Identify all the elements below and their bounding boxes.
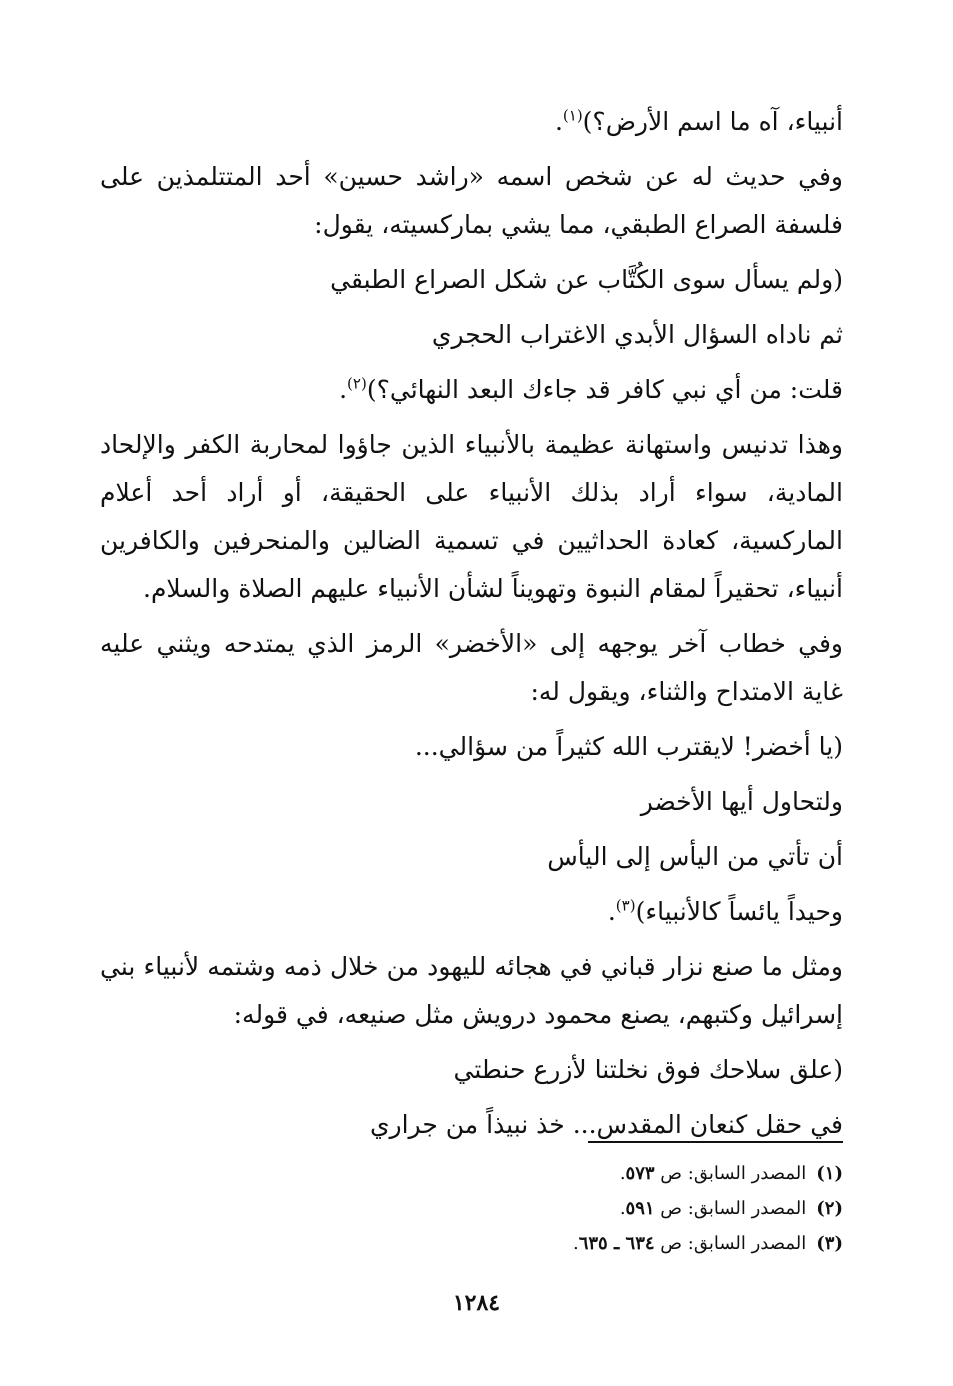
- verse-line: [100, 366, 843, 414]
- page-number: ١٢٨٤: [452, 1290, 501, 1316]
- paragraph-text: وفي حديث له عن شخص اسمه «راشد حسين» أحد المتتلمذين على فلسفة الصراع الطبقي، مما يشي بماركسيته، يقول:: [100, 162, 843, 239]
- verse-text: قلت: من أي نبي كافر قد جاءك البعد النهائي؟): [366, 375, 843, 404]
- verse-tail: .: [339, 375, 348, 404]
- footnote-text: المصدر السابق: ص: [660, 1198, 807, 1219]
- verse-line: [100, 256, 843, 304]
- paragraph: [100, 153, 843, 249]
- body-text: [100, 98, 843, 1149]
- verse-text: (ولم يسأل سوى الكُتَّاب عن شكل الصراع الطبقي: [330, 265, 843, 294]
- footnote: [100, 1226, 843, 1261]
- verse-text: في حقل كنعان المقدس... خذ نبيذاً من جراري: [369, 1110, 843, 1139]
- footnote-number: (٢): [816, 1198, 843, 1219]
- footnote-page: ٦٣٤ ـ ٦٣٥: [578, 1233, 655, 1254]
- footnote-divider: [588, 1141, 843, 1143]
- verse-text: (علق سلاحك فوق نخلتنا لأزرع حنطتي: [453, 1055, 843, 1084]
- footnote-text: المصدر السابق: ص: [660, 1233, 807, 1254]
- paragraph-tail: .: [554, 107, 563, 136]
- verse-line: [100, 778, 843, 826]
- footnote-reference: (٣): [615, 896, 636, 915]
- footnote-number: (٣): [816, 1233, 843, 1254]
- verse-text: ولتحاول أيها الأخضر: [640, 787, 843, 816]
- footnote-page: ٥٩١: [625, 1198, 655, 1219]
- verse-line: [100, 888, 843, 936]
- footnotes: [100, 1156, 843, 1261]
- verse-line: [100, 1046, 843, 1094]
- verse-text: ثم ناداه السؤال الأبدي الاغتراب الحجري: [431, 320, 843, 349]
- footnote-end: .: [572, 1233, 579, 1254]
- verse-text: وحيداً يائساً كالأنبياء): [635, 897, 843, 926]
- verse-line: [100, 723, 843, 771]
- footnote-text: المصدر السابق: ص: [660, 1163, 807, 1184]
- verse-text: (يا أخضر! لايقترب الله كثيراً من سؤالي...: [414, 732, 843, 761]
- footnote: [100, 1191, 843, 1226]
- paragraph: [100, 421, 843, 613]
- footnote-page: ٥٧٣: [625, 1163, 655, 1184]
- footnote-end: .: [619, 1198, 626, 1219]
- paragraph: [100, 620, 843, 716]
- verse-line: [100, 311, 843, 359]
- paragraph: [100, 943, 843, 1039]
- paragraph-text: وفي خطاب آخر يوجهه إلى «الأخضر» الرمز الذي يمتدحه ويثني عليه غاية الامتداح والثناء، ويقول له:: [100, 629, 843, 706]
- verse-tail: .: [607, 897, 616, 926]
- paragraph-continuation: [100, 98, 843, 146]
- paragraph-text: وهذا تدنيس واستهانة عظيمة بالأنبياء الذين جاؤوا لمحاربة الكفر والإلحاد المادية، سواء أراد بذلك الأنبياء على الحقيقة، أو أراد أحد أعلام الماركسية، كعادة الحداثيين في تسمية الضالين والمنحرفين والكافرين أنبياء، تحقيراً لمقام النبوة وتهويناً لشأن الأنبياء عليهم الصلاة والسلام.: [100, 430, 843, 603]
- footnote-end: .: [619, 1163, 626, 1184]
- paragraph-text: أنبياء، آه ما اسم الأرض؟): [582, 107, 843, 136]
- verse-text: أن تأتي من اليأس إلى اليأس: [547, 842, 843, 871]
- footnote-number: (١): [816, 1163, 843, 1184]
- paragraph-text: ومثل ما صنع نزار قباني في هجائه لليهود من خلال ذمه وشتمه لأنبياء بني إسرائيل وكتبهم، يصنع محمود درويش مثل صنيعه، في قوله:: [100, 952, 843, 1029]
- footnote-reference: (١): [562, 106, 583, 125]
- footnote-reference: (٢): [347, 374, 367, 393]
- footnote: [100, 1156, 843, 1191]
- verse-line: [100, 833, 843, 881]
